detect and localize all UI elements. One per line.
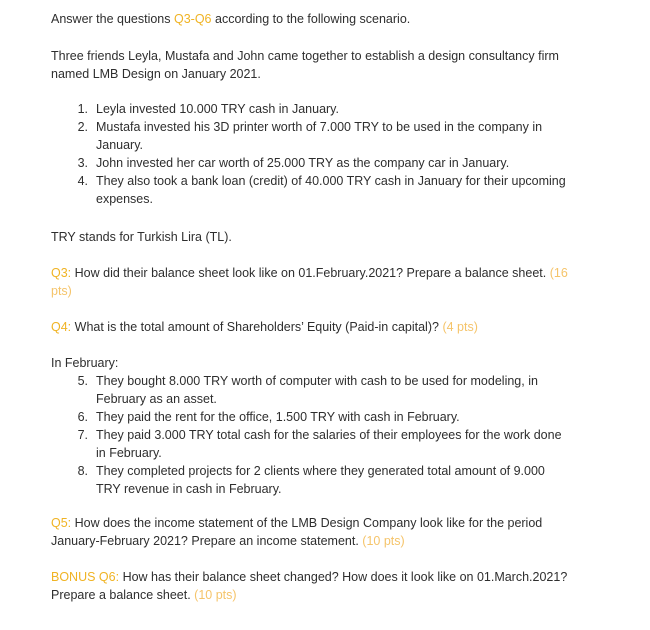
question-5-points: (10 pts) (362, 534, 405, 548)
item-number: 8. (77, 464, 88, 478)
item-number: 2. (77, 120, 88, 134)
item-text-line-1: They completed projects for 2 clients where they generated total amount of 9.000 (96, 464, 545, 478)
item-text (96, 372, 538, 408)
item-text (96, 462, 545, 498)
item-number: 5. (77, 374, 88, 388)
item-number: 1. (77, 102, 88, 116)
item-text-line-1: They paid 3.000 TRY total cash for the salaries of their employees for the work done (96, 428, 562, 442)
item-text-line-2: TRY revenue in cash in February. (96, 482, 282, 496)
item-text (96, 408, 460, 426)
item-text-line-1: Mustafa invested his 3D printer worth of 7.000 TRY to be used in the company in (96, 120, 543, 134)
item-number: 6. (77, 410, 88, 424)
item-text-line-2: January. (96, 138, 144, 152)
bonus-question-text-a: How has their balance sheet changed? How does it look like on 01.March.2021? (122, 570, 568, 584)
item-text-line-1: John invested her car worth of 25.000 TRY as the company car in January. (96, 156, 510, 170)
question-3-label: Q3: (51, 266, 72, 280)
intro-prefix: Answer the questions (51, 12, 171, 26)
currency-note: TRY stands for Turkish Lira (TL). (51, 230, 232, 244)
item-number: 7. (77, 428, 88, 442)
item-text (96, 118, 542, 154)
item-text (96, 154, 509, 172)
question-3-line-2 (51, 282, 72, 300)
item-text-line-1: They also took a bank loan (credit) of 40.000 TRY cash in January for their upcoming (96, 174, 566, 188)
bonus-question-text-b: Prepare a balance sheet. (51, 588, 191, 602)
question-4-points: (4 pts) (442, 320, 478, 334)
question-5-label: Q5: (51, 516, 72, 530)
bonus-question-line-1 (51, 568, 567, 586)
item-number: 4. (77, 174, 88, 188)
question-3-text: How did their balance sheet look like on 01.February.2021? Prepare a balance sheet. (74, 266, 547, 280)
question-4 (51, 318, 478, 336)
item-text-line-1: They bought 8.000 TRY worth of computer with cash to be used for modeling, in (96, 374, 538, 388)
item-text (96, 426, 562, 462)
question-5-line-1 (51, 514, 542, 532)
question-4-label: Q4: (51, 320, 72, 334)
bonus-question-label: BONUS Q6: (51, 570, 120, 584)
intro-suffix: according to the following scenario. (215, 12, 411, 26)
question-5-line-2 (51, 532, 405, 550)
item-text-line-2: February as an asset. (96, 392, 217, 406)
intro-line (51, 10, 410, 28)
item-text-line-1: Leyla invested 10.000 TRY cash in January. (96, 102, 339, 116)
bonus-question-line-2 (51, 586, 237, 604)
question-3-points-b: pts) (51, 284, 72, 298)
intro-question-range: Q3-Q6 (174, 12, 212, 26)
bonus-question-points: (10 pts) (194, 588, 237, 602)
item-number: 3. (77, 156, 88, 170)
item-text-line-1: They paid the rent for the office, 1.500 TRY with cash in February. (96, 410, 460, 424)
question-4-text: What is the total amount of Shareholders’ Equity (Paid-in capital)? (74, 320, 439, 334)
item-text (96, 100, 339, 118)
item-text (96, 172, 566, 208)
question-5-text-a: How does the income statement of the LMB Design Company look like for the period (74, 516, 543, 530)
item-text-line-2: in February. (96, 446, 162, 460)
question-5-text-b: January-February 2021? Prepare an income statement. (51, 534, 359, 548)
question-3-line-1 (51, 264, 568, 282)
scenario-line-1: Three friends Leyla, Mustafa and John came together to establish a design consultancy firm (51, 49, 559, 63)
item-text-line-2: expenses. (96, 192, 153, 206)
scenario-line-2: named LMB Design on January 2021. (51, 67, 261, 81)
question-3-points-a: (16 (549, 266, 568, 280)
february-heading: In February: (51, 356, 119, 370)
